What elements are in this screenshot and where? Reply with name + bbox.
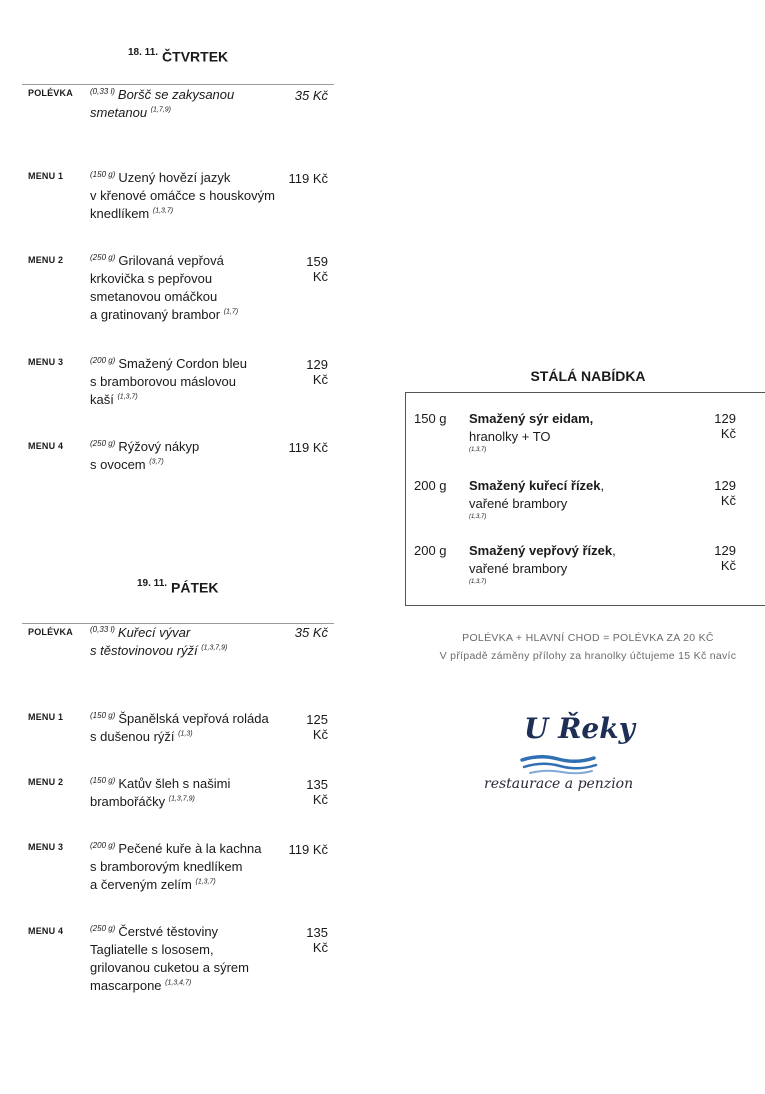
day-name: PÁTEK [171,579,219,596]
menu-item-description: $^{(150 g)}$ Uzený hovězí jazyk v křenové omáčce s houskovým knedlíkem $^{(1,3,7)}$ [90,169,275,221]
category-label: MENU 2 [28,777,64,787]
menu-item-price: 129 Kč [306,357,328,387]
fixed-item-price: 129 Kč [714,543,736,573]
menu-item-description: $^{(0,33 l)}$ Kuřecí vývar s těstovinovou rýží $^{(1,3,7,9)}$ [90,624,228,658]
logo-script: U Řeky [524,712,635,745]
menu-item-description: $^{(250 g)}$ Čerstvé těstoviny Tagliatelle s lososem, grilovanou cuketou a sýrem mascarpone $^{(1,3,4,7)}$ [90,923,249,993]
menu-item-price: 119 Kč [288,440,328,455]
day-name: ČTVRTEK [162,48,229,65]
note-soup-combo: POLÉVKA + HLAVNÍ CHOD = POLÉVKA ZA 20 KČ [462,632,714,644]
fixed-item-name: Smažený sýr eidam, hranolky + TO (1,3,7) [469,411,594,453]
menu-item-price: 135 Kč [306,925,328,955]
category-label: MENU 3 [28,842,64,852]
fixed-item-weight: 200 g [414,543,447,558]
menu-item-price: 135 Kč [306,777,328,807]
day-date: 19. 11. [137,578,168,589]
category-label: MENU 1 [28,712,64,722]
menu-item-price: 35 Kč [294,88,328,103]
restaurant-logo [470,712,660,802]
fixed-item-name: Smažený kuřecí řízek, vařené brambory (1,3,7) [469,478,605,520]
fixed-offer-title: STÁLÁ NABÍDKA [530,368,646,384]
menu-item-price: 119 Kč [288,842,328,857]
fixed-item-name: Smažený vepřový řízek, vařené brambory (1,3,7) [469,543,616,585]
menu-item-price: 159 Kč [306,254,328,284]
fixed-item-weight: 200 g [414,478,447,493]
category-label: MENU 2 [28,255,64,265]
fixed-item-price: 129 Kč [714,478,736,508]
category-label: MENU 1 [28,171,64,181]
menu-item-description: $^{(200 g)}$ Pečené kuře à la kachna s bramborovým knedlíkem a červeným zelím $^{(1,3,7)}$ [90,840,262,892]
day-date: 18. 11. [128,47,159,58]
menu-item-price: 125 Kč [306,712,328,742]
divider [22,84,334,85]
menu-item-price: 119 Kč [288,171,328,186]
day-header-friday [137,578,218,597]
menu-item-description: $^{(150 g)}$ Katův šleh s našimi brambořáčky $^{(1,3,7,9)}$ [90,775,231,809]
category-label: POLÉVKA [28,88,73,98]
day-header-thursday [128,47,228,66]
category-label: MENU 3 [28,357,64,367]
fixed-offer-box [405,392,765,606]
fixed-item-price: 129 Kč [714,411,736,441]
menu-item-description: $^{(250 g)}$ Grilovaná vepřová krkovička s pepřovou smetanovou omáčkou a gratinovaný brambor $^{(1,7)}$ [90,252,239,322]
menu-item-description: $^{(0,33 l)}$ Boršč se zakysanou smetanou $^{(1,7,9)}$ [90,86,235,120]
menu-item-description: $^{(200 g)}$ Smažený Cordon bleu s bramborovou máslovou kaší $^{(1,3,7)}$ [90,355,247,407]
fixed-item-weight: 150 g [414,411,447,426]
category-label: POLÉVKA [28,627,73,637]
category-label: MENU 4 [28,926,64,936]
category-label: MENU 4 [28,441,64,451]
logo-subtitle: restaurace a penzion [484,776,634,792]
menu-item-price: 35 Kč [294,625,328,640]
menu-item-description: $^{(250 g)}$ Rýžový nákyp s ovocem $^{(3,7)}$ [90,438,200,472]
note-side-swap: V případě záměny přílohy za hranolky účtujeme 15 Kč navíc [439,650,737,662]
menu-item-description: $^{(150 g)}$ Španělská vepřová roláda s dušenou rýží $^{(1,3)}$ [90,710,269,744]
